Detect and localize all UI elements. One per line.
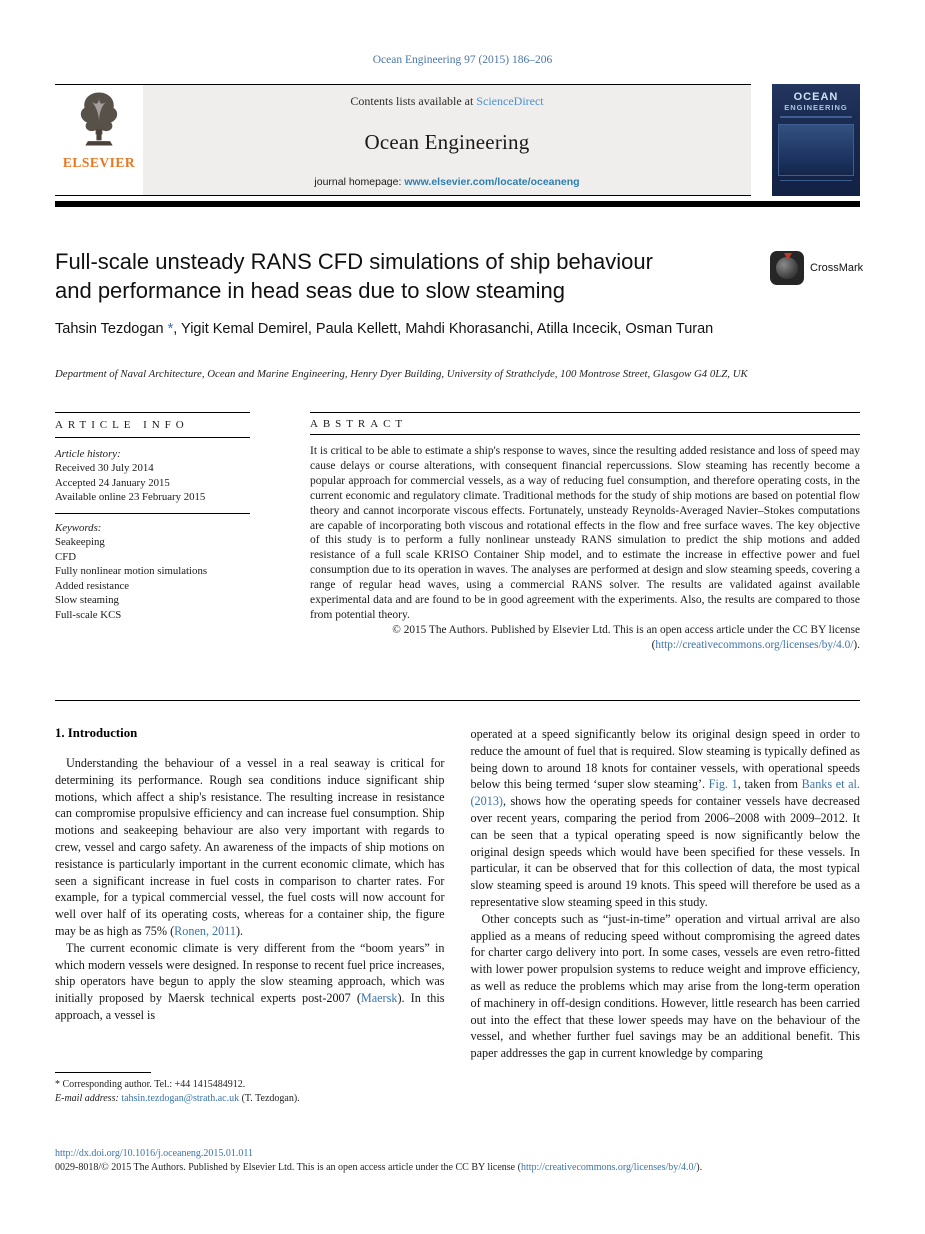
doi-link[interactable]: http://dx.doi.org/10.1016/j.oceaneng.2015.01.011	[55, 1148, 254, 1159]
keywords-label: Keywords:	[55, 521, 102, 534]
journal-title: Ocean Engineering	[364, 130, 530, 154]
list-item: Available online 23 February 2015	[55, 491, 206, 503]
list-item: Seakeeping	[55, 536, 105, 548]
elsevier-wordmark: ELSEVIER	[62, 155, 136, 170]
email-note: E-mail address: tahsin.tezdogan@strath.ac.uk (T. Tezdogan).	[55, 1092, 300, 1104]
body-column-left	[55, 726, 445, 1062]
corresponding-author-note: * Corresponding author. Tel.: +44 1415484912.	[55, 1079, 246, 1090]
journal-cover-thumbnail[interactable]	[772, 84, 860, 196]
cover-divider	[780, 180, 852, 182]
cover-divider	[780, 116, 852, 118]
list-item: Fully nonlinear motion simulations	[55, 565, 208, 577]
crossmark-icon	[770, 251, 804, 285]
footnote-rule	[55, 1072, 151, 1073]
journal-citation[interactable]: Ocean Engineering 97 (2015) 186–206	[372, 54, 553, 66]
inline-link[interactable]: Ronen, 2011	[174, 923, 236, 938]
inline-link[interactable]: Fig. 1	[708, 777, 738, 792]
inline-link[interactable]: tahsin.tezdogan@strath.ac.uk	[121, 1092, 240, 1104]
sciencedirect-link[interactable]: ScienceDirect	[476, 94, 544, 108]
list-item: Received 30 July 2014	[55, 462, 154, 474]
body-column-right	[471, 726, 861, 1062]
homepage-prefix: journal homepage:	[314, 176, 405, 188]
list-item: Full-scale KCS	[55, 608, 122, 621]
doi-line	[55, 1147, 860, 1161]
inline-link[interactable]: *	[167, 321, 174, 337]
crossmark-badge[interactable]	[770, 251, 863, 285]
paragraph: Understanding the behaviour of a vessel in a real seaway is critical for determining its performance. Rough sea conditions induce significant ship motions, which affect a ship's resistance. The resulting increase in resistance can compromise propulsive efficiency and can increase fuel consumption. Ship motions and seakeeping behaviour are also very important with regards to crew, vessel and cargo safety. An awareness of the impacts of ship motions on resistance is particularly important in the current economic climate, which has seen a significant increase in fuel costs in comparison to charter rates. For example, for a typical commercial vessel, the fuel costs will now account for well over half of its operating costs, whereas for a container ship, the figure may be as high as 75% (Ronen, 2011).	[55, 756, 445, 938]
contents-line	[350, 94, 543, 109]
inline-link[interactable]: http://creativecommons.org/licenses/by/4.0/	[655, 639, 854, 652]
article-title: Full-scale unsteady RANS CFD simulations of ship behaviour and performance in head seas due to slow steaming	[55, 249, 653, 303]
license-line: (http://creativecommons.org/licenses/by/4.0/).	[651, 639, 860, 652]
copyright-line: © 2015 The Authors. Published by Elsevier Ltd. This is an open access article under the CC BY license	[392, 624, 860, 637]
elsevier-tree-icon	[71, 90, 127, 153]
list-item: CFD	[55, 550, 77, 563]
cover-title-line2: ENGINEERING	[784, 103, 848, 112]
masthead-rule	[55, 201, 860, 207]
inline-link[interactable]: Maersk	[360, 991, 398, 1006]
cover-title	[772, 84, 860, 112]
contents-prefix: Contents lists available at	[350, 94, 477, 108]
list-item: Accepted 24 January 2015	[55, 476, 170, 489]
journal-masthead	[55, 84, 751, 196]
section-heading-introduction: 1. Introduction	[55, 726, 138, 740]
abstract-heading: ABSTRACT	[310, 412, 860, 435]
elsevier-logo[interactable]	[55, 85, 143, 195]
keywords-divider	[55, 513, 250, 514]
info-abstract-block	[55, 412, 860, 701]
inline-link[interactable]: Banks et al. (2013)	[470, 777, 860, 809]
homepage-line	[314, 176, 579, 188]
crossmark-wedge	[784, 253, 792, 260]
paragraph: Other concepts such as “just-in-time” operation and virtual arrival are also applied as a means of reducing speed without compromising the agreed dates for charter cargo delivery into port. In some cases, vessels are even retro-fitted with lower power propulsion systems to reduce weight and improve efficiency, as well as reduce the problems which may arise from the long-term operation of machinery in off-design conditions. However, little research has been carried out into the effect that these lower speeds may have on the behaviour of the vessel, and whether further fuel savings may be an additional benefit. This paper addresses the gap in current knowledge by comparing	[470, 911, 860, 1061]
cover-artwork	[778, 124, 854, 176]
inline-link[interactable]: http://creativecommons.org/licenses/by/4.0/	[520, 1162, 697, 1173]
journal-homepage-link[interactable]: www.elsevier.com/locate/oceaneng	[404, 176, 580, 188]
author-list: Tahsin Tezdogan *, Yigit Kemal Demirel, Paula Kellett, Mahdi Khorasanchi, Atilla Incecik, Osman Turan	[55, 321, 714, 337]
keywords-list	[55, 535, 250, 622]
history-label: Article history:	[55, 447, 121, 460]
paragraph: operated at a speed significantly below its original design speed in order to reduce the amount of fuel that is required. Slow steaming is typically defined as being down to around 18 knots for container vessels, with operational speeds below this being termed ‘super slow steaming’. Fig. 1, taken from Banks et al. (2013), shows how the operating speeds for container vessels have decreased over recent years, comparing the period from 2006–2008 with 2009–2012. It can be seen that a typical operating speed is now significantly below the original design speeds which would have been specified for these vessels. In particular, it can be observed that for this collection of data, the most typical slow steaming speed is around 19 knots. This speed will therefore be used as a representative slow steaming speed in this study.	[470, 727, 860, 909]
article-body	[55, 726, 860, 1062]
crossmark-label: CrossMark	[810, 262, 864, 274]
abstract-text: It is critical to be able to estimate a ship's response to waves, since the resulting added resistance and loss of speed may cause delays or course alterations, with consequent financial repercussions. Slow steaming has recently become a popular approach for commercial vessels, as a way of reducing fuel consumption, and therefore operating costs, in the current economic and regulatory climate. Traditional methods for the study of ship motions are based on potential flow theory and cannot incorporate viscous effects. Fortunately, unsteady Reynolds-Averaged Navier–Stokes computations are capable of incorporating both viscous and rotational effects in the flow and free surface waves. The key objective of this study is to perform a fully nonlinear unsteady RANS simulation to predict the ship motions and added resistance of a full scale KRISO Container Ship model, and to estimate the increase in effective power and fuel consumption due to its operation in waves. The analyses are performed at design and slow steaming speeds, covering a range of regular head waves, using a commercial RANS solver. The results are validated against available experimental data and are found to be in good agreement with the experiments. Also, the results are compared to those from potential theory.	[310, 445, 860, 621]
crossmark-circle	[776, 257, 798, 279]
imprint	[55, 1147, 860, 1175]
list-item: Added resistance	[55, 579, 130, 592]
issn-license-line: 0029-8018/© 2015 The Authors. Published by Elsevier Ltd. This is an open access article under the CC BY license (http://creativecommons.org/licenses/by/4.0/).	[55, 1162, 703, 1173]
article-info-column	[55, 412, 250, 694]
cover-title-line1: OCEAN	[793, 91, 839, 103]
footnote	[55, 1072, 445, 1105]
affiliation: Department of Naval Architecture, Ocean and Marine Engineering, Henry Dyer Building, University of Strathclyde, 100 Montrose Street, Glasgow G4 0LZ, UK	[55, 368, 748, 380]
paragraph: The current economic climate is very different from the “boom years” in which modern vessels were designed. In response to recent fuel price increases, ship operators have begun to apply the slow steaming approach, which was initially proposed by Maersk technical experts post-2007 (Maersk). In this approach, a vessel is	[55, 940, 445, 1022]
abstract-column	[310, 412, 860, 694]
history-list	[55, 461, 250, 505]
masthead-center	[143, 85, 751, 195]
list-item: Slow steaming	[55, 594, 119, 606]
article-info-heading: ARTICLE INFO	[55, 412, 250, 438]
